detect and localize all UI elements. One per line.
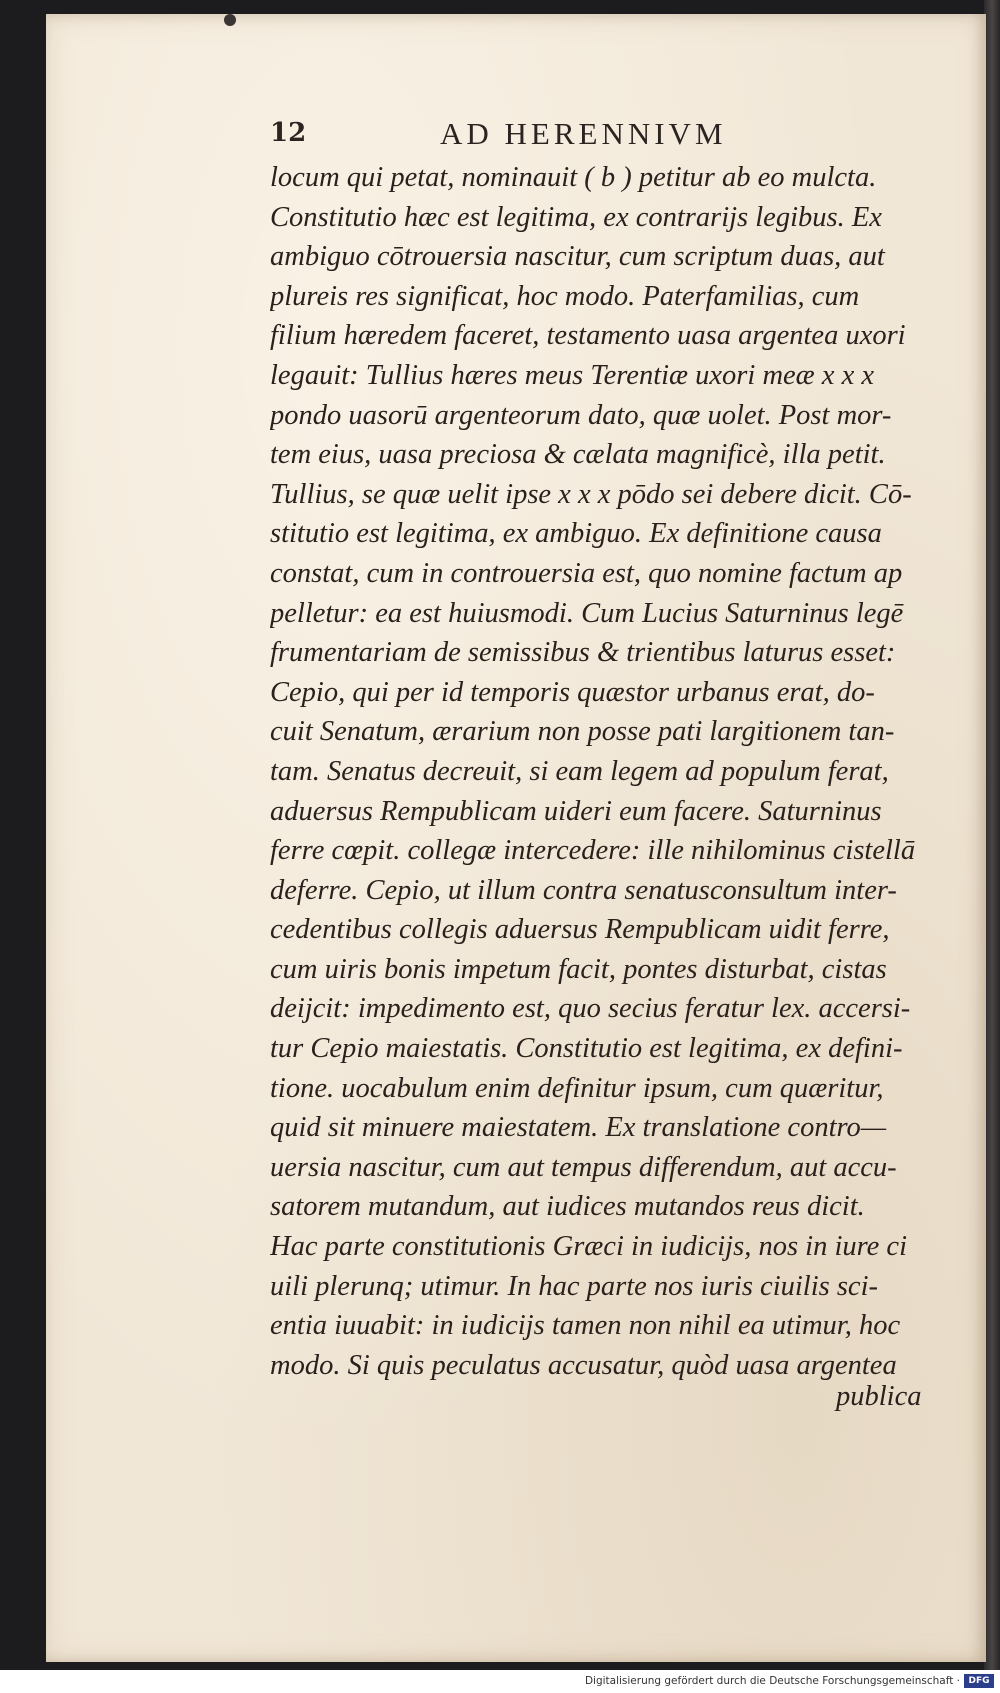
text-line: Hac parte constitutionis Græci in iudicijs, nos in iure ci: [270, 1231, 907, 1263]
funding-credit: Digitalisierung gefördert durch die Deutsche Forschungsgemeinschaft ·: [584, 1675, 960, 1687]
text-line: filium hæredem faceret, testamento uasa argentea uxori: [270, 320, 906, 352]
text-line: uili plerunq; utimur. In hac parte nos iuris ciuilis sci-: [270, 1270, 878, 1302]
text-line: ferre cœpit. collegæ intercedere: ille nihilominus cistellā: [270, 835, 916, 867]
text-line: locum qui petat, nominauit ( b ) petitur ab eo mulcta.: [270, 162, 877, 193]
text-line: pelletur: ea est huiusmodi. Cum Lucius Saturninus legē: [270, 597, 904, 629]
running-head: [270, 116, 910, 152]
text-line: deijcit: impedimento est, quo secius feratur lex. accersi-: [270, 993, 911, 1025]
text-line: entia iuuabit: in iudicijs tamen non nihil ea utimur, hoc: [270, 1310, 901, 1342]
text-line: cedentibus collegis aduersus Rempublicam uidit ferre,: [270, 914, 890, 946]
text-line: aduersus Rempublicam uideri eum facere. Saturninus: [270, 795, 882, 827]
text-line: uersia nascitur, cum aut tempus differendum, aut accu-: [270, 1151, 897, 1183]
text-line: tione. uocabulum enim definitur ipsum, cum quæritur,: [270, 1072, 884, 1104]
page-text-block: [270, 158, 930, 1385]
text-line: constat, cum in controuersia est, quo nomine factum ap: [270, 557, 903, 589]
page-number: 12: [270, 118, 307, 148]
text-line: tam. Senatus decreuit, si eam legem ad populum ferat,: [270, 755, 889, 787]
digitization-footer: [0, 1670, 1000, 1693]
text-line: tem eius, uasa preciosa & cælata magnificè, illa petit.: [270, 439, 886, 471]
text-line: stitutio est legitima, ex ambiguo. Ex definitione causa: [270, 518, 882, 550]
text-line: deferre. Cepio, ut illum contra senatusconsultum inter-: [270, 874, 897, 906]
text-line: quid sit minuere maiestatem. Ex translatione contro—: [270, 1112, 887, 1144]
text-line: cum uiris bonis impetum facit, pontes disturbat, cistas: [270, 953, 887, 985]
text-line: tur Cepio maiestatis. Constitutio est legitima, ex defini-: [270, 1033, 903, 1065]
book-fore-edge: [984, 0, 1000, 1670]
text-line: modo. Si quis peculatus accusatur, quòd uasa argentea: [270, 1349, 897, 1381]
text-line: satorem mutandum, aut iudices mutandos reus dicit.: [270, 1191, 865, 1223]
text-line: ambiguo cōtrouersia nascitur, cum scriptum duas, aut: [270, 241, 885, 273]
text-line: legauit: Tullius hæres meus Terentiæ uxori meæ x x x: [270, 359, 875, 391]
ink-speck: [224, 14, 236, 26]
catchword: publica: [836, 1381, 922, 1412]
running-head-title: AD HERENNIVM: [440, 116, 727, 151]
text-line: cuit Senatum, ærarium non posse pati largitionem tan-: [270, 716, 895, 748]
text-line: pondo uasorū argenteorum dato, quæ uolet. Post mor-: [270, 399, 892, 431]
text-line: plureis res significat, hoc modo. Paterfamilias, cum: [270, 280, 860, 312]
text-line: frumentariam de semissibus & trientibus laturus esset:: [270, 637, 896, 669]
text-line: Cepio, qui per id temporis quæstor urbanus erat, do-: [270, 676, 875, 708]
text-line: Constitutio hæc est legitima, ex contrarijs legibus. Ex: [270, 201, 882, 233]
dfg-logo: DFG: [964, 1674, 994, 1688]
text-line: Tullius, se quæ uelit ipse x x x pōdo sei debere dicit. Cō-: [270, 478, 912, 510]
